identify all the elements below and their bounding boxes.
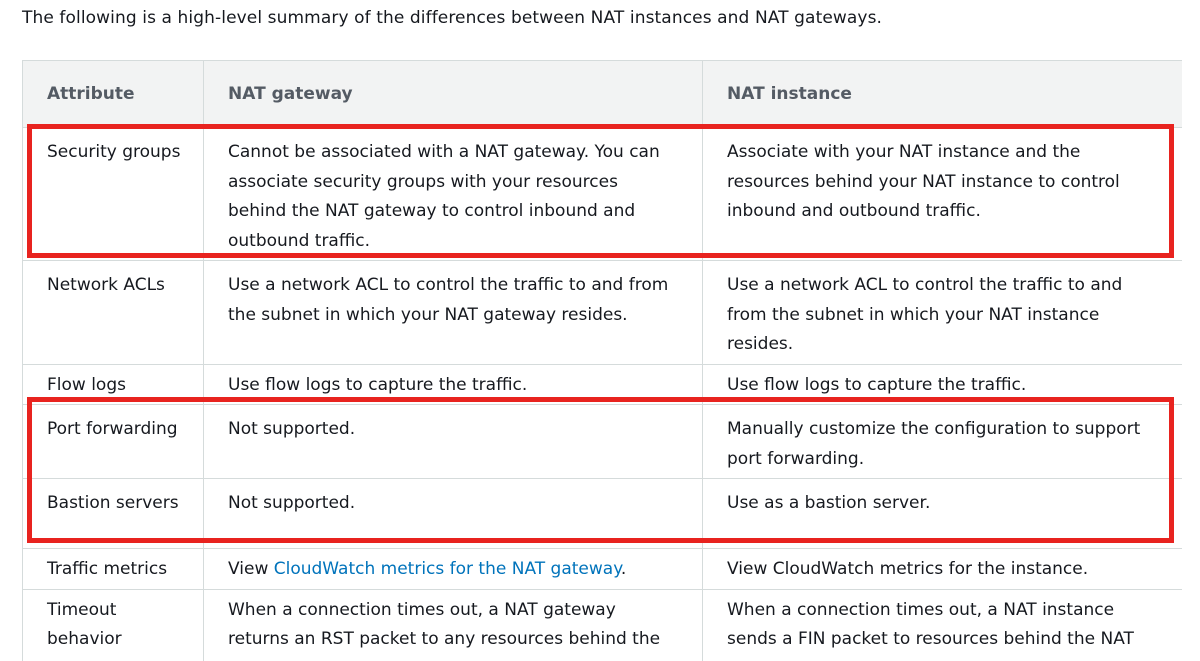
cell-attribute: Bastion servers [23,479,204,549]
table-row [23,364,1183,405]
header-nat-instance: NAT instance [703,61,1183,128]
table-header-row [23,61,1183,128]
cell-instance: Associate with your NAT instance and the resources behind your NAT instance to control inbound and outbound traffic. [703,128,1183,261]
cell-gateway: Not supported. [204,479,703,549]
header-attribute: Attribute [23,61,204,128]
table-row [23,128,1183,261]
cell-attribute: Network ACLs [23,261,204,365]
cell-gateway: Not supported. [204,405,703,479]
table-row [23,405,1183,479]
cloudwatch-metrics-link[interactable]: CloudWatch metrics for the NAT gateway [273,559,621,579]
cell-instance: Use a network ACL to control the traffic to and from the subnet in which your NAT instance resides. [703,261,1183,365]
cell-instance: When a connection times out, a NAT instance sends a FIN packet to resources behind the NAT [703,589,1183,661]
table-row [23,261,1183,365]
cell-gateway: Use a network ACL to control the traffic to and from the subnet in which your NAT gateway resides. [204,261,703,365]
cell-instance: Use as a bastion server. [703,479,1183,549]
cell-gateway-prefix: View [228,559,274,579]
table-row [23,549,1183,590]
header-nat-gateway: NAT gateway [204,61,703,128]
cell-gateway [204,549,703,590]
comparison-table-container [22,60,1182,661]
cell-attribute: Traffic metrics [23,549,204,590]
table-row [23,589,1183,661]
cell-gateway: When a connection times out, a NAT gateway returns an RST packet to any resources behind the [204,589,703,661]
cell-attribute: Security groups [23,128,204,261]
cell-attribute: Port forwarding [23,405,204,479]
cell-instance: View CloudWatch metrics for the instance. [703,549,1183,590]
comparison-table [22,60,1182,661]
intro-text: The following is a high-level summary of the differences between NAT instances and NAT gateways. [22,8,883,28]
table-row [23,479,1183,549]
cell-gateway: Cannot be associated with a NAT gateway. You can associate security groups with your resources behind the NAT gateway to control inbound and outbound traffic. [204,128,703,261]
cell-attribute: Timeout behavior [23,589,204,661]
cell-gateway-suffix: . [620,559,627,579]
cell-instance: Manually customize the configuration to support port forwarding. [703,405,1183,479]
cell-gateway: Use flow logs to capture the traffic. [204,364,703,405]
cell-instance: Use flow logs to capture the traffic. [703,364,1183,405]
cell-attribute: Flow logs [23,364,204,405]
